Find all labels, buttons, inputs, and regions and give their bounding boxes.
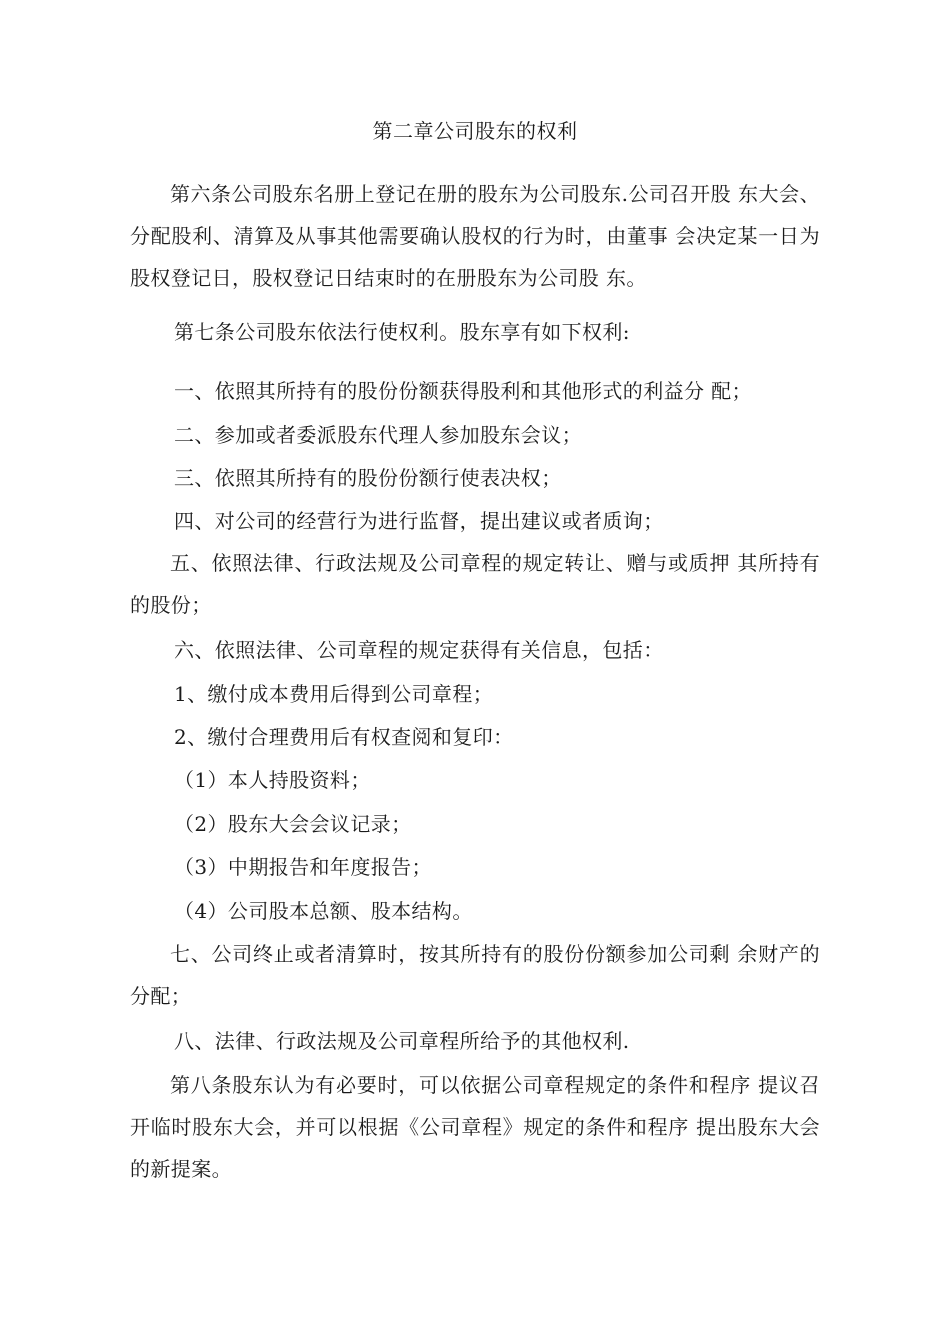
article-8-paragraph: 第八条股东认为有必要时，可以依据公司章程规定的条件和程序 提议召开临时股东大会，并可以根据《公司章程》规定的条件和程序 提出股东大会的新提案。: [130, 1073, 820, 1181]
article-7-intro: 第七条公司股东依法行使权利。股东享有如下权利:: [174, 320, 630, 344]
right-item-4: 四、对公司的经营行为进行监督，提出建议或者质询；: [174, 509, 664, 533]
sub-item-2: 2、缴付合理费用后有权查阅和复印：: [174, 725, 514, 749]
sub-sub-item-2: （2）股东大会会议记录；: [174, 812, 412, 836]
sub-sub-item-4: （4）公司股本总额、股本结构。: [174, 899, 473, 923]
right-item-5: 五、依照法律、行政法规及公司章程的规定转让、赠与或质押 其所持有的股份；: [130, 551, 820, 617]
right-item-7: 七、公司终止或者清算时，按其所持有的股份份额参加公司剩 余财产的分配；: [130, 942, 820, 1008]
right-item-3: 三、依照其所持有的股份份额行使表决权；: [174, 466, 562, 490]
article-6-paragraph: 第六条公司股东名册上登记在册的股东为公司股东.公司召开股 东大会、分配股利、清算及从事其他需要确认股权的行为时，由董事 会决定某一日为股权登记日，股权登记日结束时的在册股东为公司股 东。: [130, 182, 820, 290]
sub-item-1: 1、缴付成本费用后得到公司章程；: [174, 682, 494, 706]
sub-sub-item-3: （3）中期报告和年度报告；: [174, 855, 432, 879]
right-item-1: 一、依照其所持有的股份份额获得股利和其他形式的利益分 配；: [174, 379, 752, 403]
right-item-2: 二、参加或者委派股东代理人参加股东会议；: [174, 423, 582, 447]
sub-sub-item-1: （1）本人持股资料；: [174, 768, 371, 792]
right-item-6: 六、依照法律、公司章程的规定获得有关信息，包括：: [174, 638, 664, 662]
chapter-title: 第二章公司股东的权利: [372, 119, 578, 143]
right-item-8: 八、法律、行政法规及公司章程所给予的其他权利.: [174, 1029, 630, 1053]
